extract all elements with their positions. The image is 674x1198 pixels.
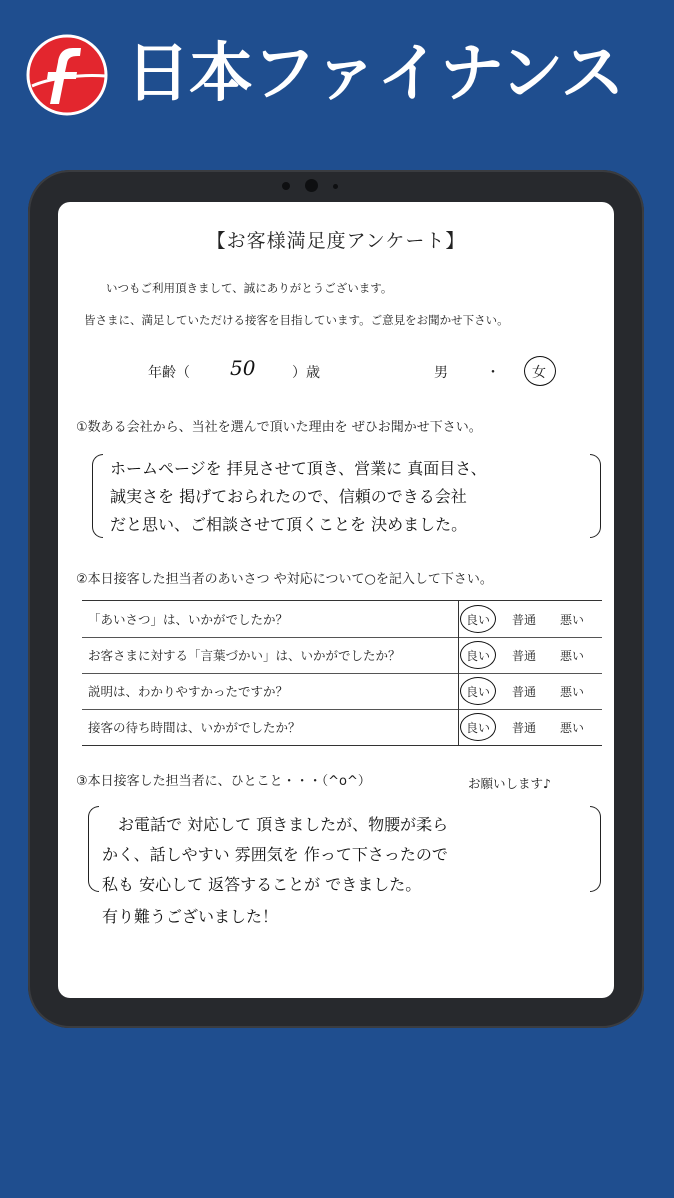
- question-3-note: お願いします♪: [468, 776, 551, 791]
- age-label: 年齢（: [148, 365, 190, 381]
- answer-3-line-1: お電話で 対応して 頂きましたが、物腰が柔ら: [118, 815, 449, 834]
- question-3: ③本日接客した担当者に、ひとこと・・・（^o^）: [76, 774, 371, 789]
- rating-selected-circle: [460, 641, 496, 669]
- rating-good: 良い: [466, 721, 491, 735]
- rating-row: [82, 637, 602, 674]
- brand-name: 日本ファイナンス: [126, 37, 624, 111]
- gender-female: 女: [532, 365, 546, 381]
- rating-average: 普通: [512, 721, 537, 735]
- rating-row: [82, 709, 602, 745]
- rating-row: [82, 601, 602, 638]
- rating-selected-circle: [460, 713, 496, 741]
- rating-row: [82, 673, 602, 710]
- sensor-dot-icon: [333, 184, 338, 189]
- rating-bad: 悪い: [560, 685, 585, 699]
- answer-3-bracket-left: [88, 806, 99, 892]
- rating-bad: 悪い: [560, 613, 585, 627]
- gender-female-circle: [524, 356, 556, 386]
- camera-dot-icon: [282, 182, 290, 190]
- survey-document: [58, 202, 614, 998]
- rating-selected-circle: [460, 677, 496, 705]
- age-suffix: ）歳: [292, 365, 320, 381]
- nihon-finance-f-logo-icon: [26, 34, 108, 116]
- rating-divider: [458, 709, 459, 745]
- answer-1-bracket-right: [590, 454, 601, 538]
- question-1: ①数ある会社から、当社を選んで頂いた理由を ぜひお聞かせ下さい。: [76, 420, 482, 435]
- rating-average: 普通: [512, 649, 537, 663]
- answer-3-line-4: 有り難うございました！: [102, 907, 279, 926]
- rating-question: 「あいさつ」は、いかがでしたか？: [88, 612, 289, 627]
- rating-good: 良い: [466, 613, 491, 627]
- gender-male: 男: [434, 365, 448, 381]
- rating-good: 良い: [466, 685, 491, 699]
- answer-3-bracket-right: [590, 806, 601, 892]
- rating-bad: 悪い: [560, 721, 585, 735]
- answer-3-line-2: かく、話しやすい 雰囲気を 作って下さったので: [102, 845, 448, 864]
- answer-1-line-2: 誠実さを 掲げておられたので、信頼のできる会社: [110, 487, 467, 506]
- rating-selected-circle: [460, 605, 496, 633]
- answer-1-bracket-left: [92, 454, 103, 538]
- rating-divider: [458, 637, 459, 673]
- age-value: 50: [230, 356, 256, 380]
- camera-lens-icon: [305, 179, 318, 192]
- intro-line-2: 皆さまに、満足していただける接客を目指しています。ご意見をお聞かせ下さい。: [84, 313, 509, 327]
- tablet-frame: [28, 170, 644, 1028]
- question-2: ②本日接客した担当者のあいさつ や対応について○を記入して下さい。: [76, 572, 493, 587]
- rating-divider: [458, 673, 459, 709]
- intro-line-1: いつもご利用頂きまして、誠にありがとうございます。: [106, 281, 393, 295]
- rating-average: 普通: [512, 685, 537, 699]
- rating-question: お客さまに対する「言葉づかい」は、いかがでしたか？: [88, 648, 401, 663]
- rating-good: 良い: [466, 649, 491, 663]
- rating-question: 説明は、わかりやすかったですか？: [88, 684, 289, 699]
- gender-separator: ・: [486, 365, 500, 381]
- rating-average: 普通: [512, 613, 537, 627]
- rating-question: 接客の待ち時間は、いかがでしたか？: [88, 720, 301, 735]
- rating-bad: 悪い: [560, 649, 585, 663]
- answer-1-line-3: だと思い、ご相談させて頂くことを 決めました。: [110, 515, 468, 534]
- rating-divider: [458, 601, 459, 637]
- rating-table: [82, 600, 602, 746]
- answer-3-line-3: 私も 安心して 返答することが できました。: [102, 875, 422, 894]
- answer-1-line-1: ホームページを 拝見させて頂き、営業に 真面目さ、: [110, 459, 487, 478]
- survey-title: 【お客様満足度アンケート】: [206, 230, 466, 252]
